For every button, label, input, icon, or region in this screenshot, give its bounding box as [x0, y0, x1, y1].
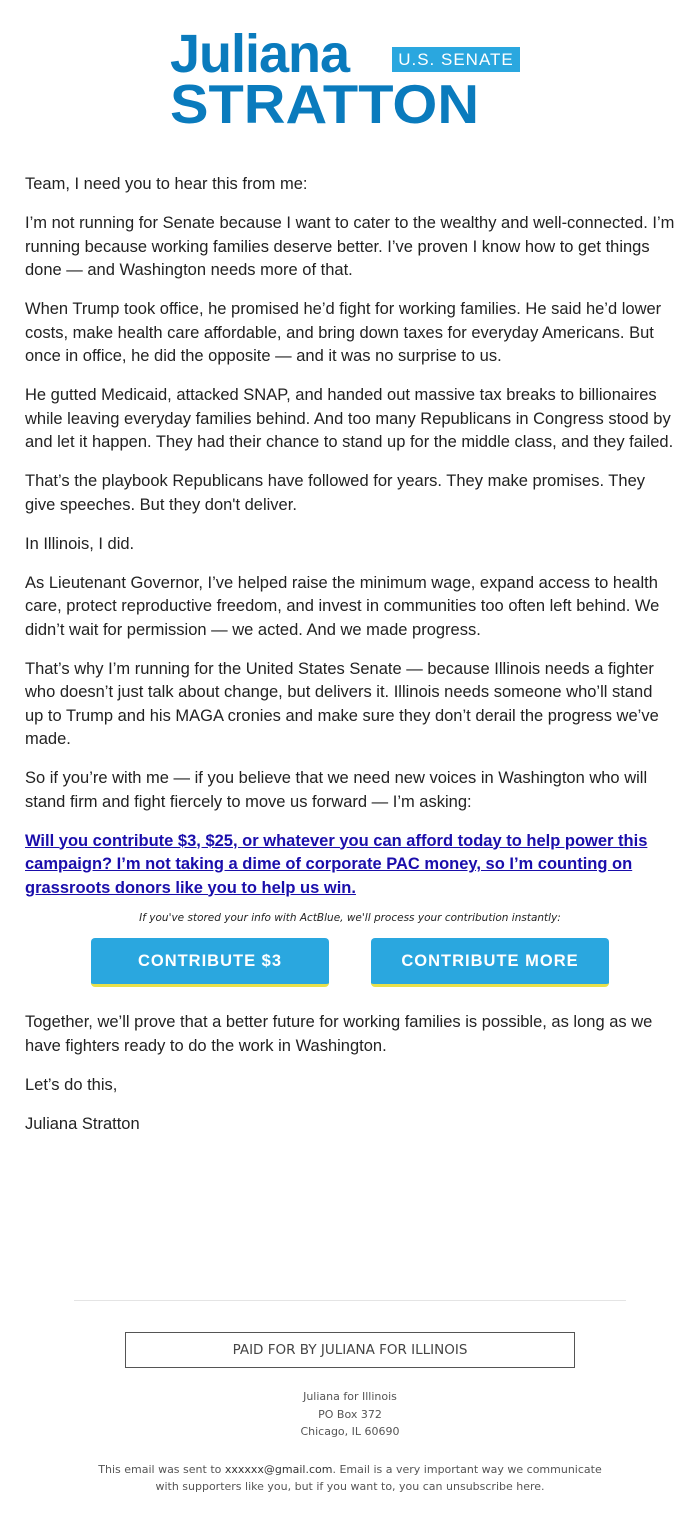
paragraph: When Trump took office, he promised he’d fight for working families. He said he’d lower costs, make health care affordable, and bring down taxes for everyday Americans. But once in office, he did the opposite — and it was no surprise to us.	[25, 300, 662, 365]
button-row	[25, 938, 675, 987]
paragraph: He gutted Medicaid, attacked SNAP, and handed out massive tax breaks to billionaires while leaving everyday families behind. And too many Republicans in Congress stood by and let it happen. They had their chance to stand up for the middle class, and they failed.	[25, 386, 674, 451]
logo-first-name: Juliana	[170, 24, 350, 84]
email-disclaimer	[90, 1461, 610, 1496]
address-line: PO Box 372	[318, 1407, 382, 1421]
disclaimer-prefix: This email was sent to	[98, 1462, 225, 1476]
sign-off: Let’s do this,	[25, 1075, 118, 1094]
footer-divider	[74, 1300, 626, 1301]
actblue-note: If you've stored your info with ActBlue, we'll process your contribution instantly:	[139, 912, 561, 924]
disclaimer-suffix[interactable]: . Email is a very important way we communicate with supporters like you, but if you want to, you can unsubscribe here.	[155, 1462, 602, 1493]
contribute-more-button[interactable]: CONTRIBUTE MORE	[371, 938, 609, 987]
logo-last-name: STRATTON	[170, 73, 480, 135]
paragraph: I’m not running for Senate because I want to cater to the wealthy and well-connected. I’m running because working families deserve better. I’ve proven I know how to get things done — and Washington needs more of that.	[25, 214, 675, 279]
contribute-3-button[interactable]: CONTRIBUTE $3	[91, 938, 329, 987]
email-body	[25, 173, 675, 1136]
paragraph: As Lieutenant Governor, I’ve helped raise the minimum wage, expand access to health care, protect reproductive freedom, and invest in communities too often left behind. We didn’t wait for permission — we acted. And we made progress.	[25, 573, 660, 639]
closing-section	[25, 1011, 675, 1136]
paragraph: That’s the playbook Republicans have followed for years. They make promises. They give speeches. But they don't deliver.	[25, 472, 645, 514]
paragraph: So if you’re with me — if you believe that we need new voices in Washington who will stand firm and fight fiercely to move us forward — I’m asking:	[25, 769, 648, 811]
signature: Juliana Stratton	[25, 1114, 140, 1133]
logo-senate-badge: U.S. SENATE	[392, 47, 520, 72]
email-footer	[0, 1300, 700, 1496]
address-line: Chicago, IL 60690	[300, 1425, 400, 1438]
paragraph: Team, I need you to hear this from me:	[25, 175, 308, 193]
paid-for-disclaimer: PAID FOR BY JULIANA FOR ILLINOIS	[125, 1332, 575, 1368]
closing-paragraph: Together, we’ll prove that a better future for working families is possible, as long as we have fighters ready to do the work in Washington.	[25, 1013, 653, 1055]
paragraph: In Illinois, I did.	[25, 534, 135, 553]
paragraph: That’s why I’m running for the United States Senate — because Illinois needs a fighter who doesn’t just talk about change, but delivers it. Illinois needs someone who’ll stand up to Trump and his MAGA cronies and make sure they don’t derail the progress we’ve made.	[25, 659, 659, 748]
recipient-email: xxxxxx@gmail.com	[224, 1462, 333, 1476]
address-line: Juliana for Illinois	[303, 1390, 397, 1403]
contribute-link[interactable]: Will you contribute $3, $25, or whatever you can afford today to help power this campaign? I’m not taking a dime of corporate PAC money, so I’m counting on grassroots donors like you to help us win.	[25, 831, 648, 897]
mailing-address	[0, 1388, 700, 1441]
campaign-logo	[170, 24, 530, 135]
email-container	[25, 24, 675, 1136]
